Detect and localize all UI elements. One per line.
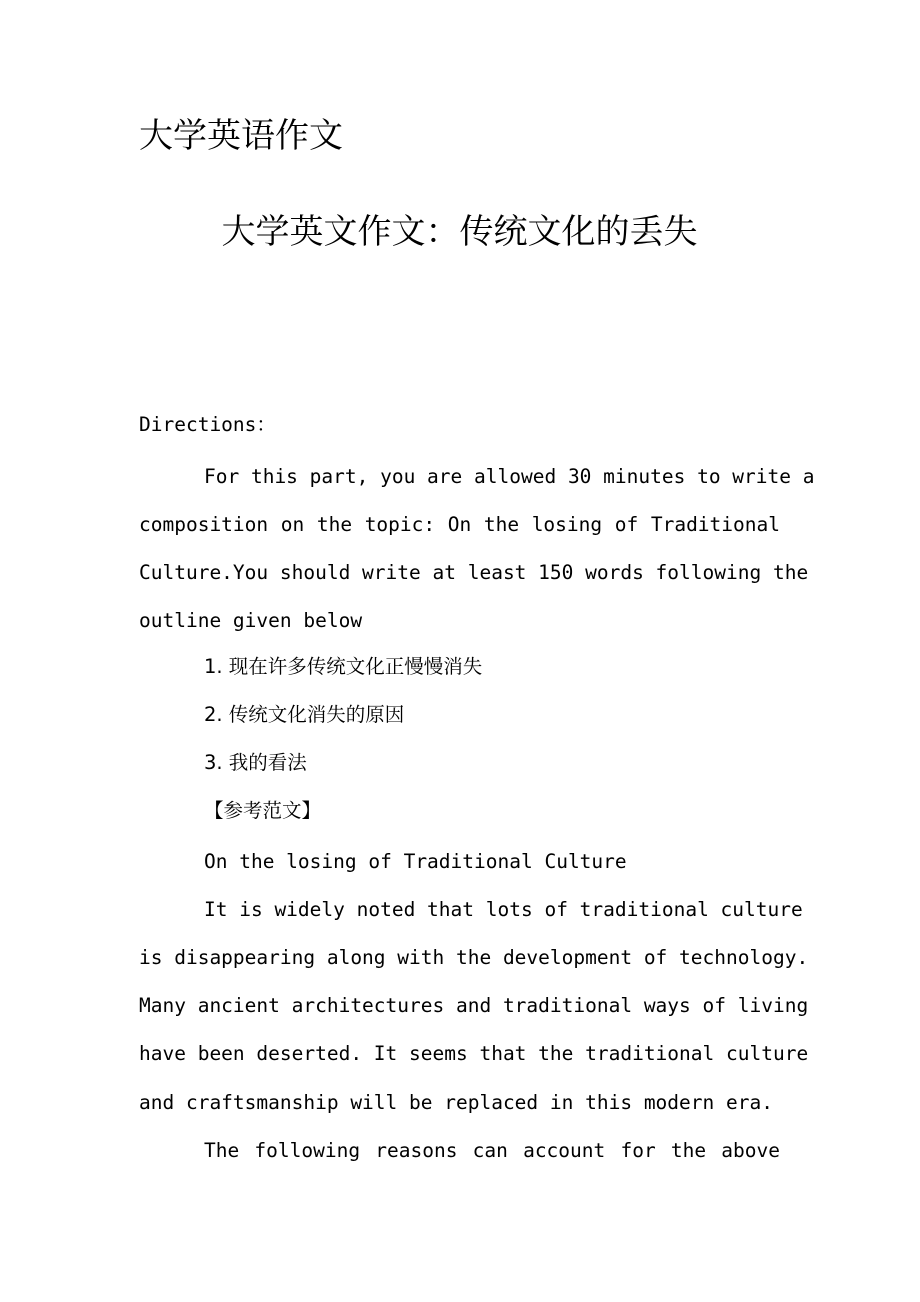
directions-line: outline given below: [139, 609, 363, 632]
essay-line: It is widely noted that lots of traditional culture: [204, 898, 803, 921]
outline-item: 1. 现在许多传统文化正慢慢消失: [204, 655, 483, 678]
essay-heading: 大学英文作文：传统文化的丢失: [221, 212, 698, 252]
directions-line: For this part, you are allowed 30 minutes to write a: [204, 465, 815, 488]
directions-line: composition on the topic: On the losing of Traditional: [139, 513, 780, 536]
page-title: 大学英语作文: [139, 116, 343, 156]
outline-item: 3. 我的看法: [204, 751, 307, 774]
essay-line: have been deserted. It seems that the traditional culture: [139, 1042, 809, 1065]
outline-item: 2. 传统文化消失的原因: [204, 703, 405, 726]
essay-title: On the losing of Traditional Culture: [204, 850, 627, 873]
directions-label: Directions：: [139, 413, 276, 436]
essay-line: is disappearing along with the development of technology.: [139, 946, 809, 969]
directions-line: Culture.You should write at least 150 words following the: [139, 561, 809, 584]
sample-essay-label: 【参考范文】: [204, 799, 322, 822]
essay-line: and craftsmanship will be replaced in this modern era.: [139, 1091, 773, 1114]
essay-line: Many ancient architectures and traditional ways of living: [139, 994, 809, 1017]
essay-line: The following reasons can account for the above: [204, 1139, 780, 1162]
